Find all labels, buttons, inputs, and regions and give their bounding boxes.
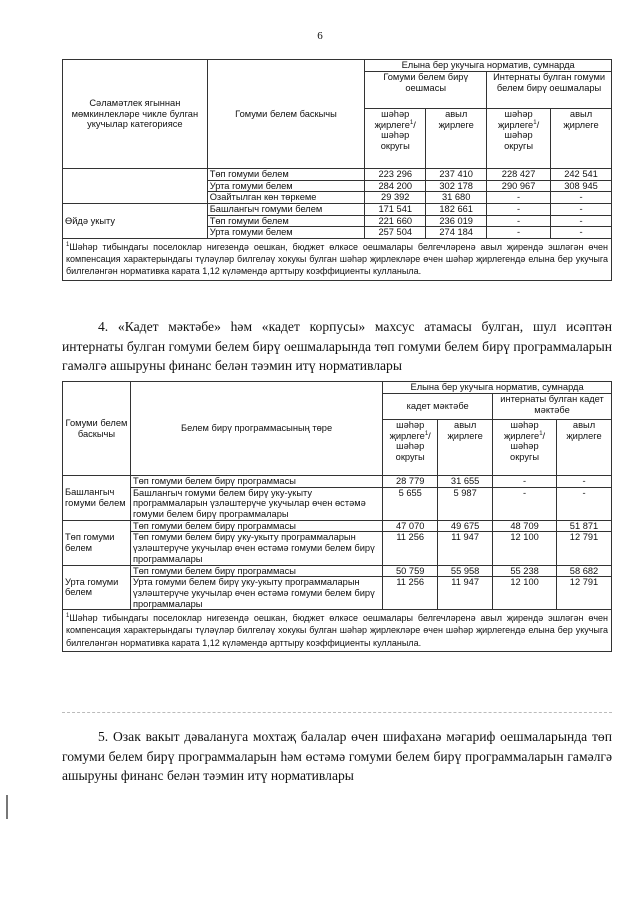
boarding-header: Интернаты булган гомуми белем бирү оешмалары	[487, 72, 612, 109]
value-cell: 51 871	[557, 520, 612, 532]
value-cell: -	[551, 204, 612, 216]
value-cell: 308 945	[551, 180, 612, 192]
value-cell: 31 655	[438, 476, 493, 488]
program-cell: Урта гомуми белем бирү уку-укыту программаларын үзләштерүче укучылар өчен өстәмә гомуми белем бирү программалары	[130, 577, 382, 610]
value-cell: -	[487, 192, 551, 204]
norm-header: Елына бер укучыга норматив, сумнарда	[365, 60, 612, 72]
value-cell: 171 541	[365, 204, 426, 216]
value-cell: -	[487, 204, 551, 216]
norms-table-cadet	[62, 381, 612, 652]
level-cell: Башлангыч гомуми белем	[207, 204, 365, 216]
norm-header: Елына бер укучыга норматив, сумнарда	[383, 382, 612, 394]
page-number: 6	[317, 30, 323, 42]
value-cell: 11 256	[383, 577, 438, 610]
boarding-cadet-header: интернаты булган кадет мәктәбе	[493, 394, 612, 420]
value-cell: 55 238	[493, 565, 557, 577]
level-cell: Урта гомуми белем	[207, 227, 365, 239]
value-cell: -	[557, 487, 612, 520]
category-cell-home: Өйдә укыту	[63, 204, 208, 239]
program-cell: Төп гомуми белем бирү программасы	[130, 520, 382, 532]
value-cell: 5 655	[383, 487, 438, 520]
separator-line	[62, 712, 612, 713]
value-cell: 55 958	[438, 565, 493, 577]
section-heading-4: 4. «Кадет мәктәбе» һәм «кадет корпусы» махсус атамасы булган, шул исәптән интернаты булган гомуми белем бирү оешмаларында төп гомуми белем бирү программаларын гамәлгә ашыруны финанс белән тәэмин итү нормативлары	[62, 319, 612, 374]
value-cell: -	[493, 476, 557, 488]
table-footnote: $^1$Шәһәр тибындагы поселоклар нигезендә оешкан, бюджет өлкәсе оешмалары белгечләренә авыл җирендә эшләгән өчен компенсация характерындагы түләүләр билгеләү хокукы булган шәһәр җирлекләре өчен шәһәр җирлегендә елына бер укучыга билгеләнгән нормативка карата 1,12 күләмендә арттыру коэффициенты кулланыла.	[63, 610, 612, 651]
value-cell: -	[557, 476, 612, 488]
value-cell: -	[487, 215, 551, 227]
value-cell: 47 070	[383, 520, 438, 532]
urban-header: шәһәр җирлеге$^1$/ шәһәр округы	[493, 420, 557, 476]
section-heading-5: 5. Озак вакыт дәвалануга мохтаҗ балалар өчен шифаханә мәгариф оешмаларында төп гомуми белем бирү программаларын һәм өстәмә гомуми белем бирү программаларын гамәлгә ашыруны финанс белән тәэмин итү нормативлары	[62, 729, 612, 784]
value-cell: 257 504	[365, 227, 426, 239]
value-cell: 12 100	[493, 577, 557, 610]
program-cell: Төп гомуми белем бирү уку-укыту программаларын үзләштерүче укучылар өчен өстәмә гомуми белем бирү программалары	[130, 532, 382, 565]
value-cell: 182 661	[426, 204, 487, 216]
value-cell: 12 791	[557, 532, 612, 565]
value-cell: 302 178	[426, 180, 487, 192]
rural-header: авыл җирлеге	[551, 109, 612, 169]
value-cell: 242 541	[551, 169, 612, 181]
value-cell: 31 680	[426, 192, 487, 204]
value-cell: -	[551, 215, 612, 227]
category-cell	[63, 169, 208, 204]
value-cell: 28 779	[383, 476, 438, 488]
level-cell: Төп гомуми белем	[207, 215, 365, 227]
level-cell: Төп гомуми белем	[207, 169, 365, 181]
value-cell: 29 392	[365, 192, 426, 204]
program-header: Белем бирү программасының төре	[130, 382, 382, 476]
level-cell: Урта гомуми белем	[207, 180, 365, 192]
level-header: Гомуми белем баскычы	[207, 60, 365, 169]
value-cell: 221 660	[365, 215, 426, 227]
value-cell: -	[551, 227, 612, 239]
margin-mark	[6, 795, 8, 819]
value-cell: 11 947	[438, 577, 493, 610]
urban-header: шәһәр җирлеге$^1$/ шәһәр округы	[383, 420, 438, 476]
value-cell: 284 200	[365, 180, 426, 192]
level-cell: Озайтылган көн төркеме	[207, 192, 365, 204]
value-cell: 236 019	[426, 215, 487, 227]
program-cell: Төп гомуми белем бирү программасы	[130, 565, 382, 577]
value-cell: 228 427	[487, 169, 551, 181]
value-cell: -	[551, 192, 612, 204]
level-cell: Урта гомуми белем	[63, 565, 131, 610]
rural-header: авыл җирлеге	[426, 109, 487, 169]
program-cell: Башлангыч гомуми белем бирү уку-укыту программаларын үзләштерүче укучылар өчен өстәмә гомуми белем бирү программалары	[130, 487, 382, 520]
table-footnote: $^1$Шәһәр тибындагы поселоклар нигезендә оешкан, бюджет өлкәсе оешмалары белгечләренә авыл җирендә эшләгән өчен компенсация характерындагы түләүләр билгеләү хокукы булган шәһәр җирлекләре өчен шәһәр җирлегендә елына бер укучыга билгеләнгән нормативка карата 1,12 күләмендә арттыру коэффициенты кулланыла.	[63, 239, 612, 280]
value-cell: 11 947	[438, 532, 493, 565]
category-header: Сәламәтлек ягыннан мөмкинлекләре чикле булган укучылар категориясе	[63, 60, 208, 169]
value-cell: 5 987	[438, 487, 493, 520]
urban-header: шәһәр җирлеге$^1$/ шәһәр округы	[365, 109, 426, 169]
value-cell: 237 410	[426, 169, 487, 181]
level-header: Гомуми белем баскычы	[63, 382, 131, 476]
value-cell: 49 675	[438, 520, 493, 532]
value-cell: 223 296	[365, 169, 426, 181]
value-cell: 11 256	[383, 532, 438, 565]
value-cell: 58 682	[557, 565, 612, 577]
rural-header: авыл җирлеге	[438, 420, 493, 476]
rural-header: авыл җирлеге	[557, 420, 612, 476]
value-cell: 12 791	[557, 577, 612, 610]
org-header: Гомуми белем бирү оешмасы	[365, 72, 487, 109]
program-cell: Төп гомуми белем бирү программасы	[130, 476, 382, 488]
value-cell: 290 967	[487, 180, 551, 192]
urban-header: шәһәр җирлеге$^1$/ шәһәр округы	[487, 109, 551, 169]
value-cell: 50 759	[383, 565, 438, 577]
value-cell: 48 709	[493, 520, 557, 532]
level-cell: Төп гомуми белем	[63, 520, 131, 565]
cadet-header: кадет мәктәбе	[383, 394, 493, 420]
level-cell: Башлангыч гомуми белем	[63, 476, 131, 521]
norms-table-disabilities	[62, 59, 612, 281]
value-cell: -	[493, 487, 557, 520]
value-cell: -	[487, 227, 551, 239]
value-cell: 12 100	[493, 532, 557, 565]
value-cell: 274 184	[426, 227, 487, 239]
